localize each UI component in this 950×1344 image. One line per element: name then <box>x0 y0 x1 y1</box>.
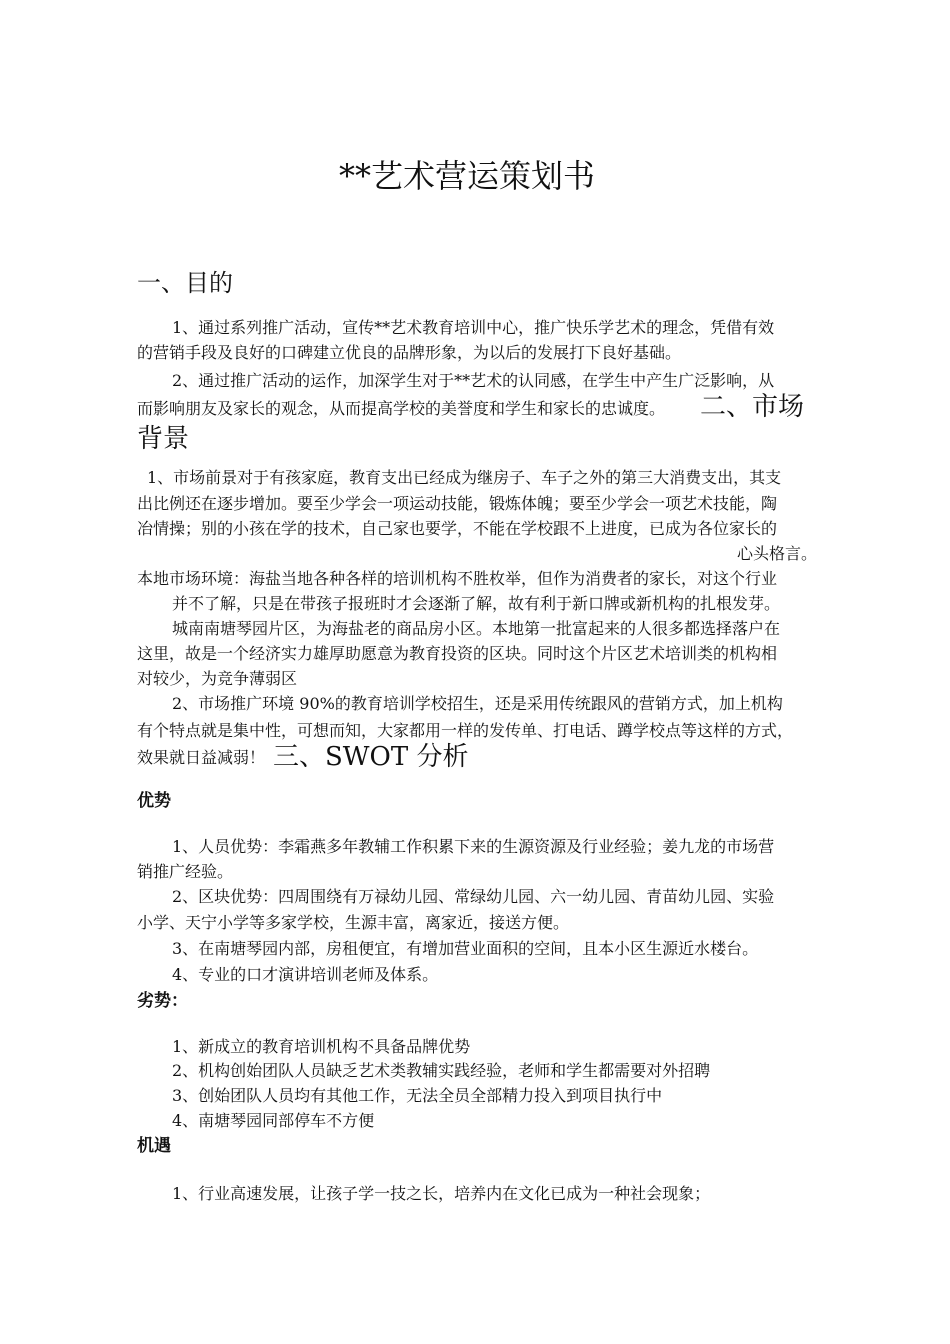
paragraph-line: 2、市场推广环境 90%的教育培训学校招生，还是采用传统跟风的营销方式，加上机构 <box>172 694 783 713</box>
section-heading-market-b: 背景 <box>137 424 190 454</box>
paragraph-line: 的营销手段及良好的口碑建立优良的品牌形象，为以后的发展打下良好基础。 <box>137 343 682 362</box>
list-item: 小学、天宁小学等多家学校，生源丰富，离家近，接送方便。 <box>137 913 570 932</box>
list-item: 3、创始团队人员均有其他工作，无法全员全部精力投入到项目执行中 <box>172 1086 663 1105</box>
paragraph-line: 1、通过系列推广活动，宣传**艺术教育培训中心，推广快乐学艺术的理念，凭借有效 <box>172 318 775 337</box>
paragraph-line: 这里，故是一个经济实力雄厚助愿意为教育投资的区块。同时这个片区艺术培训类的机构相 <box>137 644 778 663</box>
list-item: 1、新成立的教育培训机构不具备品牌优势 <box>172 1037 471 1056</box>
paragraph-line: 而影响朋友及家长的观念，从而提高学校的美誉度和学生和家长的忠诚度。 <box>137 399 666 418</box>
paragraph-line: 1、市场前景对于有孩家庭，教育支出已经成为继房子、车子之外的第三大消费支出，其支 <box>147 468 782 487</box>
section-heading-market-a: 二、市场 <box>700 392 805 422</box>
list-item: 销推广经验。 <box>137 862 234 881</box>
paragraph-line: 出比例还在逐步增加。要至少学会一项运动技能，锻炼体魄；要至少学会一项艺术技能，陶 <box>137 494 778 513</box>
paragraph-line: 效果就日益减弱！ <box>137 748 266 767</box>
subheading-advantages: 优势 <box>137 791 171 811</box>
paragraph-line: 本地市场环境：海盐当地各种各样的培训机构不胜枚举，但作为消费者的家长，对这个行业 <box>137 569 778 588</box>
section-heading-purpose: 一、目的 <box>137 269 233 297</box>
list-item: 3、在南塘琴园内部，房租便宜，有增加营业面积的空间，且本小区生源近水楼台。 <box>172 939 759 958</box>
paragraph-line: 心头格言。 <box>737 544 818 563</box>
list-item: 2、区块优势：四周围绕有万禄幼儿园、常绿幼儿园、六一幼儿园、青苗幼儿园、实验 <box>172 887 775 906</box>
paragraph-line: 城南南塘琴园片区，为海盐老的商品房小区。本地第一批富起来的人很多都选择落户在 <box>172 619 781 638</box>
paragraph-line: 2、通过推广活动的运作，加深学生对于**艺术的认同感，在学生中产生广泛影响，从 <box>172 371 775 390</box>
paragraph-line: 并不了解，只是在带孩子报班时才会逐渐了解，故有利于新口牌或新机构的扎根发芽。 <box>172 594 781 613</box>
document-title: **艺术营运策划书 <box>339 157 596 195</box>
subheading-disadvantages: 劣势： <box>137 991 188 1011</box>
list-item: 1、人员优势：李霜燕多年教辅工作积累下来的生源资源及行业经验；姜九龙的市场营 <box>172 837 775 856</box>
section-heading-swot: 三、SWOT 分析 <box>273 742 469 772</box>
list-item: 2、机构创始团队人员缺乏艺术类教辅实践经验，老师和学生都需要对外招聘 <box>172 1061 711 1080</box>
list-item: 1、行业高速发展，让孩子学一技之长，培养内在文化已成为一种社会现象； <box>172 1184 711 1203</box>
list-item: 4、南塘琴园同部停车不方便 <box>172 1111 375 1130</box>
subheading-opportunities: 机遇 <box>137 1136 171 1156</box>
paragraph-line: 有个特点就是集中性，可想而知，大家都用一样的发传单、打电话、蹲学校点等这样的方式， <box>137 721 794 740</box>
paragraph-line: 对较少，为竞争薄弱区 <box>137 669 298 688</box>
list-item: 4、专业的口才演讲培训老师及体系。 <box>172 965 439 984</box>
paragraph-line: 冶情操；别的小孩在学的技术，自己家也要学，不能在学校跟不上进度，已成为各位家长的 <box>137 519 778 538</box>
